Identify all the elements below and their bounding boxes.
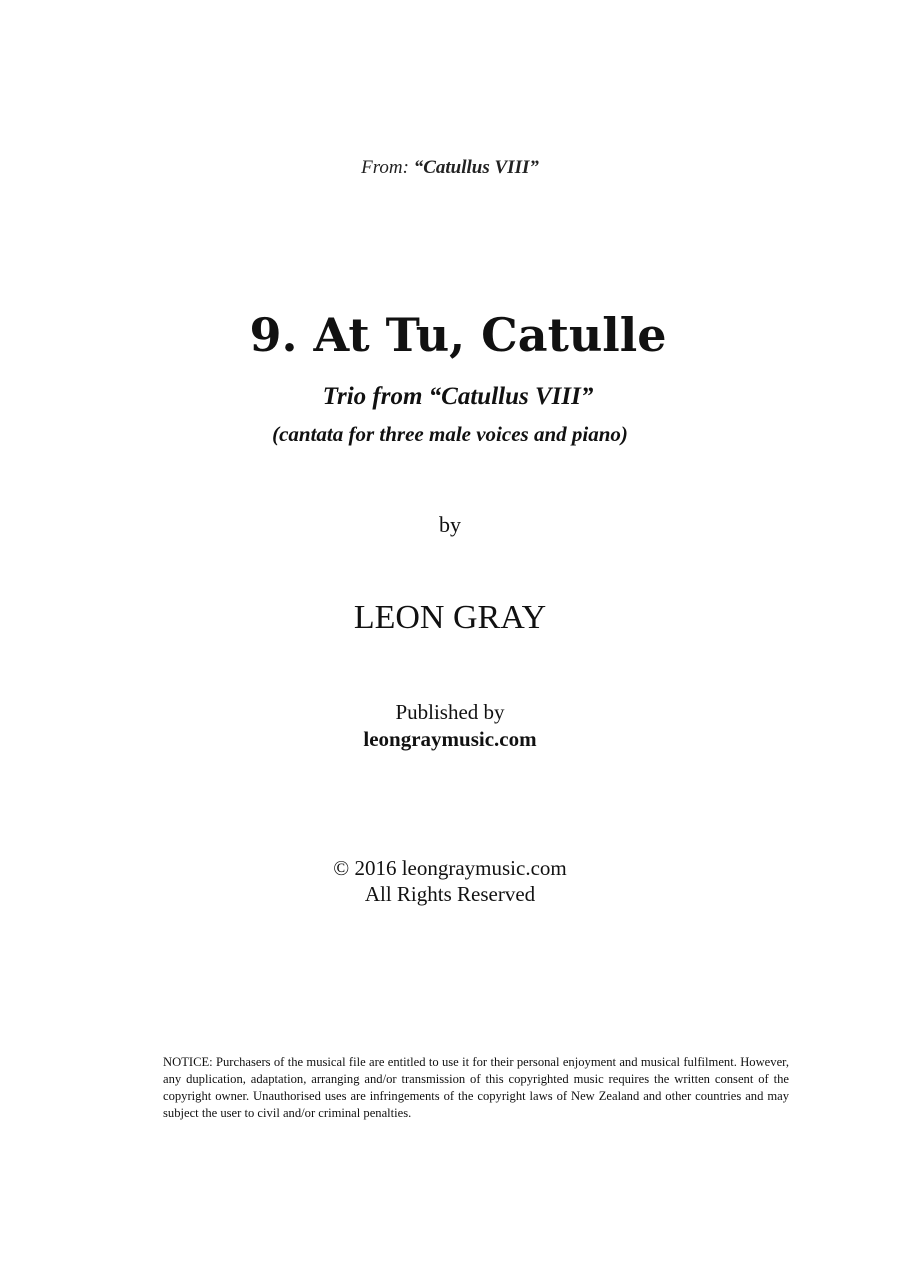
- source-line: [0, 157, 900, 179]
- subtitle: Trio from “Catullus VIII”: [322, 383, 594, 410]
- page-title: 9. At Tu, Catulle: [249, 308, 667, 362]
- published-by-label: Published by: [395, 700, 505, 724]
- rights-reserved: All Rights Reserved: [364, 882, 536, 906]
- source-title: “Catullus VIII”: [413, 157, 539, 178]
- copyright-notice: NOTICE: Purchasers of the musical file are entitled to use it for their personal enjoyment and musical fulfilment. However, any duplication, adaptation, arranging and/or transmission of this copyrighted music requires the written consent of the copyright owner. Unauthorised uses are infringements of the copyright laws of New Zealand and other countries and may subject the user to civil and/or criminal penalties.: [163, 1055, 789, 1120]
- copyright-line: © 2016 leongraymusic.com: [333, 856, 567, 880]
- subtitle-detail: (cantata for three male voices and piano): [272, 422, 628, 446]
- publisher-name: leongraymusic.com: [363, 727, 537, 751]
- composer-name: LEON GRAY: [353, 599, 547, 636]
- by-label: by: [439, 512, 461, 537]
- source-prefix: From:: [361, 157, 414, 178]
